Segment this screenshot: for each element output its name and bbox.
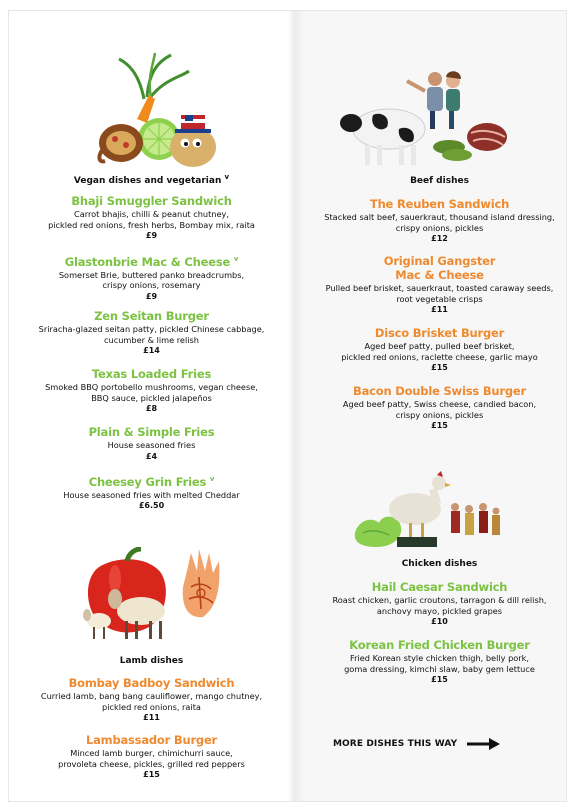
dish-price: £12 <box>431 234 448 243</box>
dish-name: Zen Seitan Burger <box>94 309 209 323</box>
dish-description: Stacked salt beef, sauerkraut, thousand island dressing, crispy onions, pickles <box>324 212 555 233</box>
dish-plain-simple-fries <box>19 425 284 462</box>
dish-price: £8 <box>145 404 158 413</box>
dish-bombay-badboy-sandwich <box>19 676 284 723</box>
dish-name: Bacon Double Swiss Burger <box>353 384 526 398</box>
dish-price: £14 <box>143 346 160 355</box>
page-fold <box>288 11 302 801</box>
dish-name: Glastonbrie Mac & Cheese $^v$ <box>64 254 239 269</box>
dish-description: Aged beef patty, pulled beef brisket, pickled red onions, raclette cheese, garlic mayo <box>341 341 538 362</box>
dish-name: Bombay Badboy Sandwich <box>68 676 235 690</box>
section-title-lamb: Lamb dishes <box>119 656 184 666</box>
dish-cheesey-grin-fries <box>19 472 284 511</box>
dish-price: £10 <box>431 617 448 626</box>
dish-price: £6.50 <box>138 501 165 511</box>
dish-price: £15 <box>431 421 448 430</box>
dish-texas-loaded-fries <box>19 367 284 414</box>
dish-price: £11 <box>431 305 448 314</box>
dish-zen-seitan-burger <box>19 309 284 356</box>
dish-name: Original Gangster Mac & Cheese <box>383 254 496 282</box>
dish-hail-caesar-sandwich <box>307 580 572 627</box>
more-dishes-label: MORE DISHES THIS WAY <box>333 739 458 749</box>
dish-name: Lambassador Burger <box>85 733 218 747</box>
dish-price: £15 <box>431 363 448 372</box>
dish-name: The Reuben Sandwich <box>369 197 510 211</box>
dish-description: Aged beef patty, Swiss cheese, candied bacon, crispy onions, pickles <box>342 399 537 420</box>
dish-name: Plain & Simple Fries <box>88 425 215 439</box>
dish-price: £15 <box>143 770 160 779</box>
dish-description: Minced lamb burger, chimichurri sauce, provoleta cheese, pickles, grilled red peppers <box>58 748 245 769</box>
dish-price: £4 <box>145 451 158 461</box>
arrow-right-icon <box>467 737 501 751</box>
dish-description: Sriracha-glazed seitan patty, pickled Chinese cabbage, cucumber & lime relish <box>38 324 265 345</box>
dish-name: Texas Loaded Fries <box>91 367 212 381</box>
lamb-pepper-illustration <box>79 547 229 651</box>
dish-bacon-double-swiss-burger <box>307 384 572 431</box>
dish-bhaji-smuggler-sandwich <box>19 194 284 241</box>
vegetables-illustration <box>89 49 219 171</box>
dish-glastonbrie-mac-cheese <box>19 252 284 302</box>
menu-sheet <box>8 10 567 802</box>
dish-disco-brisket-burger <box>307 326 572 373</box>
dish-description: Roast chicken, garlic croutons, tarragon & dill relish, anchovy mayo, pickled grapes <box>332 595 547 616</box>
dish-price: £15 <box>431 675 448 684</box>
dish-name: Hail Caesar Sandwich <box>371 580 508 594</box>
dish-description: Somerset Brie, buttered panko breadcrumbs, crispy onions, rosemary <box>58 269 245 291</box>
dish-name: Bhaji Smuggler Sandwich <box>71 194 232 208</box>
dish-description: House seasoned fries with melted Cheddar <box>63 489 240 500</box>
dish-original-gangster-mac-cheese <box>307 254 572 315</box>
dish-description: Fried Korean style chicken thigh, belly pork, goma dressing, kimchi slaw, baby gem lettuce <box>344 653 535 674</box>
section-title-beef: Beef dishes <box>410 176 469 186</box>
dish-the-reuben-sandwich <box>307 197 572 244</box>
dish-price: £9 <box>145 291 158 301</box>
more-dishes-link[interactable] <box>333 737 523 751</box>
dish-korean-fried-chicken-burger <box>307 638 572 685</box>
chicken-romans-illustration <box>353 463 503 555</box>
dish-lambassador-burger <box>19 733 284 780</box>
section-title-vegan: Vegan dishes and vegetarian $^v$ <box>73 173 230 186</box>
dish-description: Carrot bhajis, chilli & peanut chutney, pickled red onions, fresh herbs, Bombay mix, raita <box>48 209 255 230</box>
dish-price: £11 <box>143 713 160 722</box>
dish-description: Pulled beef brisket, sauerkraut, toasted caraway seeds, root vegetable crisps <box>325 283 554 304</box>
dish-description: Smoked BBQ portobello mushrooms, vegan cheese, BBQ sauce, pickled jalapeños <box>45 382 258 403</box>
dish-name: Cheesey Grin Fries $^v$ <box>88 474 215 489</box>
dish-price: £9 <box>145 231 158 240</box>
cow-couple-illustration <box>337 67 517 171</box>
section-title-chicken: Chicken dishes <box>401 559 478 569</box>
dish-name: Disco Brisket Burger <box>374 326 505 340</box>
dish-name: Korean Fried Chicken Burger <box>349 638 530 652</box>
dish-description: House seasoned fries <box>107 440 196 450</box>
dish-description: Curried lamb, bang bang cauliflower, mango chutney, pickled red onions, raita <box>40 691 263 712</box>
